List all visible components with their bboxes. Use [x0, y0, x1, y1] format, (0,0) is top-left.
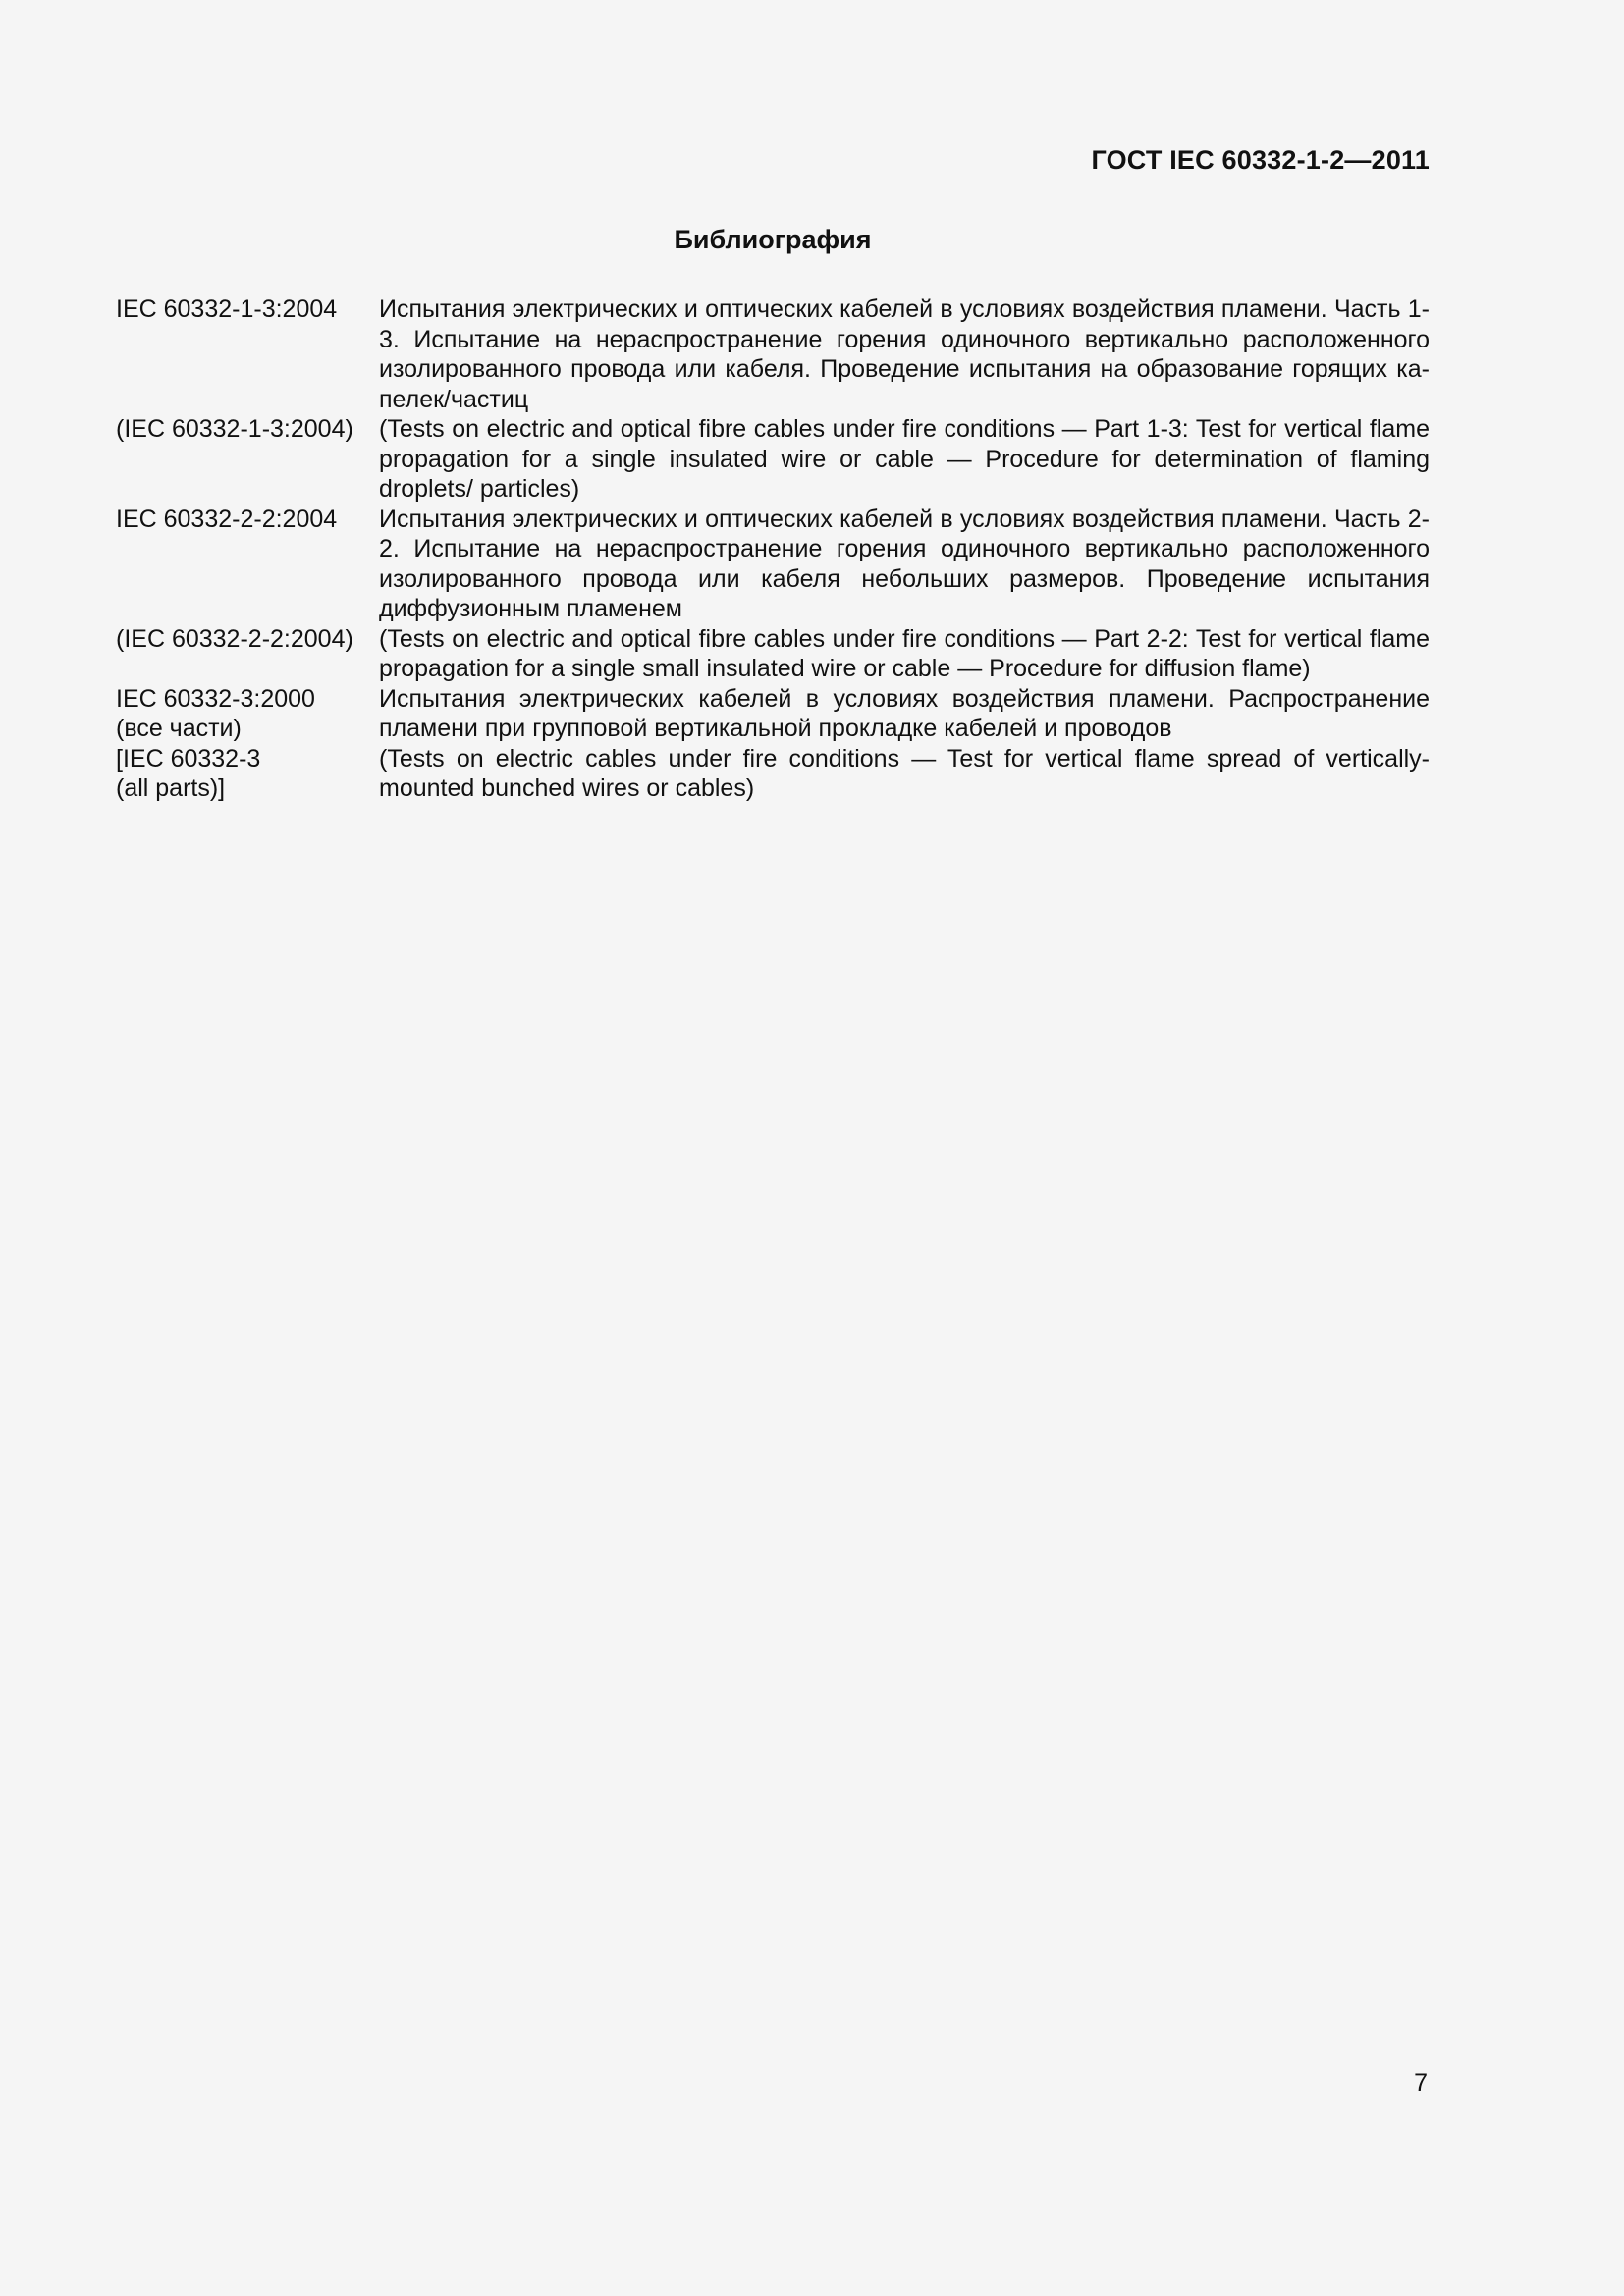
- bibliography-reference: (IEC 60332-1-3:2004): [116, 415, 353, 443]
- bibliography-description: Испытания электрических и оптических кабелей в условиях воздействия пламени. Часть 1-3. Испытание на нераспространение горения одиночного вертикально расположенного изолированного провода или кабеля. Проведение испытания на образование горящих капелек/частиц: [379, 295, 1430, 413]
- bibliography-reference: IEC 60332-3:2000 (все части): [116, 684, 315, 742]
- page-number: 7: [1414, 2069, 1428, 2097]
- document-standard-code: ГОСТ IEC 60332-1-2—2011: [1091, 145, 1430, 175]
- bibliography-reference: IEC 60332-1-3:2004: [116, 295, 338, 323]
- bibliography-description: (Tests on electric and optical fibre cables under fire conditions — Part 1-3: Test for vertical flame propagation for a single insulated wire or cable — Procedure for determination of flaming droplets/ particles): [379, 415, 1430, 503]
- bibliography-entry: [116, 414, 1430, 505]
- bibliography-reference: [IEC 60332-3 (all parts)]: [116, 744, 261, 802]
- bibliography-description: (Tests on electric and optical fibre cables under fire conditions — Part 2-2: Test for vertical flame propagation for a single small insulated wire or cable — Procedure for diffusion flame): [379, 624, 1430, 682]
- bibliography-reference: (IEC 60332-2-2:2004): [116, 624, 353, 653]
- bibliography-description: Испытания электрических кабелей в условиях воздействия пламени. Распространение пламени при групповой вертикальной прокладке кабелей и проводов: [379, 684, 1430, 742]
- bibliography-entry: [116, 624, 1430, 684]
- bibliography-entry: [116, 684, 1430, 744]
- bibliography-list: [116, 294, 1430, 804]
- bibliography-entry: [116, 505, 1430, 624]
- bibliography-description: (Tests on electric cables under fire conditions — Test for vertical flame spread of vertically-mounted bunched wires or cables): [379, 744, 1430, 802]
- bibliography-entry: [116, 294, 1430, 414]
- section-title: Библиография: [674, 225, 872, 254]
- bibliography-description: Испытания электрических и оптических кабелей в условиях воздействия пламени. Часть 2-2. Испытание на нераспространение горения одиночного вертикально расположенного изолированного провода или кабеля небольших размеров. Проведение испытания диффузионным пламенем: [379, 505, 1430, 622]
- bibliography-reference: IEC 60332-2-2:2004: [116, 505, 338, 533]
- bibliography-entry: [116, 744, 1430, 804]
